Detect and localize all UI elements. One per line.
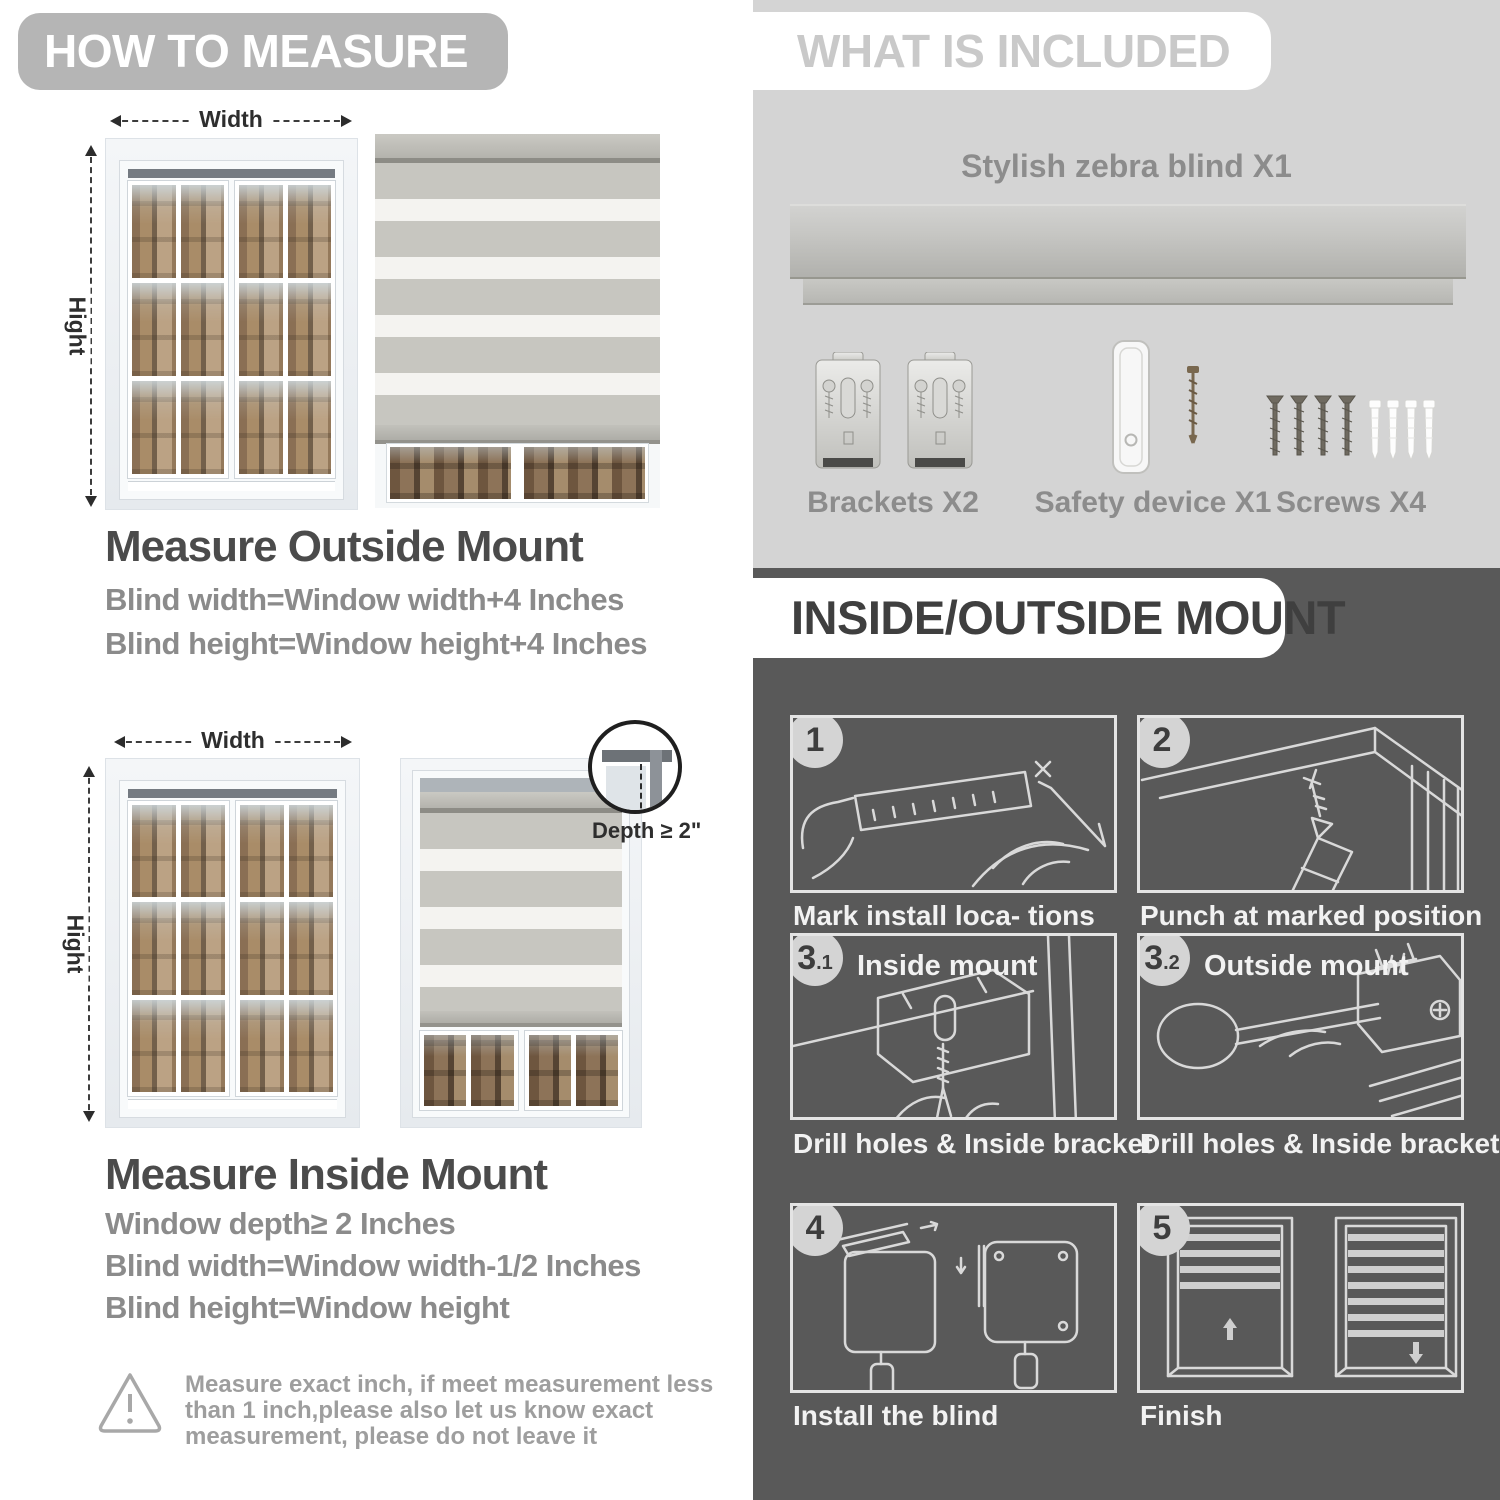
window-sash-left (128, 181, 228, 478)
inside-mount-rule-width: Blind width=Window width-1/2 Inches (105, 1248, 641, 1283)
screws-label: Screws X4 (1275, 486, 1427, 519)
step-number-badge: 4 (790, 1203, 843, 1256)
step-2-panel (1137, 715, 1464, 893)
blind-bottom-rail (375, 425, 660, 444)
window-sill (128, 481, 335, 491)
what-is-included-section (753, 0, 1500, 568)
width-label-outside: Width (189, 106, 273, 133)
step-4-panel (790, 1203, 1117, 1393)
step-1-caption: Mark install loca- tions (793, 900, 1095, 931)
safety-device-image (1103, 340, 1223, 482)
window-sashes (128, 181, 335, 478)
blind-bottom-rail (420, 1011, 622, 1027)
inside-mount-title: Measure Inside Mount (105, 1150, 548, 1199)
zebra-blind-outside-illustration (375, 134, 660, 508)
inside-outside-mount-header: INSIDE/OUTSIDE MOUNT (753, 578, 1285, 658)
step-3-2-panel: 3 .2 Outside mount (1137, 933, 1464, 1120)
height-label-inside: Hight (62, 905, 89, 984)
window-frame (119, 160, 344, 500)
depth-detail-circle (588, 720, 682, 814)
window-frame (119, 780, 346, 1118)
zebra-blind-item-label: Stylish zebra blind X1 (961, 148, 1292, 184)
outside-mount-title: Measure Outside Mount (105, 522, 583, 571)
step-4-caption: Install the blind (793, 1400, 999, 1431)
step-number-badge: 5 (1137, 1203, 1190, 1256)
step-2-caption: Punch at marked position (1140, 900, 1483, 931)
screws-image (1265, 394, 1437, 468)
outside-mount-rule-width: Blind width=Window width+4 Inches (105, 582, 624, 617)
step-5-panel (1137, 1203, 1464, 1393)
warning-note-line1: Measure exact inch, if meet measurement less (185, 1371, 714, 1398)
depth-requirement-label: Depth ≥ 2" (592, 818, 702, 843)
window-illustration-inside (105, 758, 360, 1128)
brackets-label: Brackets X2 (807, 486, 979, 519)
window-sash-right (236, 801, 337, 1096)
window-top-shadow (128, 169, 335, 178)
what-is-included-header: WHAT IS INCLUDED (753, 12, 1271, 90)
width-label-inside: Width (191, 727, 275, 754)
window-sill (128, 1099, 337, 1109)
step-3-1-caption: Drill holes & Inside bracket (793, 1128, 1153, 1159)
warning-triangle-icon (95, 1368, 165, 1438)
window-top-shadow (128, 789, 337, 798)
step-1-panel (790, 715, 1117, 893)
window-below-blind (375, 444, 660, 508)
inside-mount-rule-height: Blind height=Window height (105, 1290, 510, 1325)
window-sash-right (235, 181, 335, 478)
step-3-2-caption: Drill holes & Inside bracket (1140, 1128, 1500, 1159)
inside-outside-mount-section (753, 568, 1500, 1500)
height-arrow-outside (64, 147, 92, 505)
blind-cassette (420, 792, 622, 813)
height-arrow-inside (62, 768, 90, 1120)
window-sash-left (128, 801, 229, 1096)
window-with-inside-blind (400, 758, 642, 1128)
window-illustration-outside (105, 138, 358, 510)
height-label-outside: Hight (64, 287, 91, 366)
how-to-measure-header: HOW TO MEASURE (18, 13, 508, 90)
step-5-caption: Finish (1140, 1400, 1223, 1431)
warning-note-line3: measurement, please do not leave it (185, 1423, 598, 1450)
width-arrow-inside (116, 727, 350, 753)
depth-dashed-line (640, 764, 642, 814)
window-panes-below-blind (420, 1031, 622, 1110)
width-arrow-outside (112, 106, 350, 132)
safety-device-label: Safety device X1 (1034, 486, 1272, 519)
inside-mount-rule-depth: Window depth≥ 2 Inches (105, 1206, 456, 1241)
outside-mount-rule-height: Blind height=Window height+4 Inches (105, 626, 647, 661)
step-number-badge: 3 .1 (790, 933, 843, 986)
brackets-image (815, 352, 973, 480)
blind-fabric-stripes (375, 163, 660, 425)
zebra-blind-headrail-image (790, 204, 1466, 301)
window-sashes (128, 801, 337, 1096)
blind-cassette (375, 134, 660, 163)
step-number-badge: 2 (1137, 715, 1190, 768)
step-3-1-panel: 3 .1 Inside mount (790, 933, 1117, 1120)
step-number-badge: 3 .2 (1137, 933, 1190, 986)
warning-note-line2: than 1 inch,please also let us know exact (185, 1397, 654, 1424)
step-number-badge: 1 (790, 715, 843, 768)
